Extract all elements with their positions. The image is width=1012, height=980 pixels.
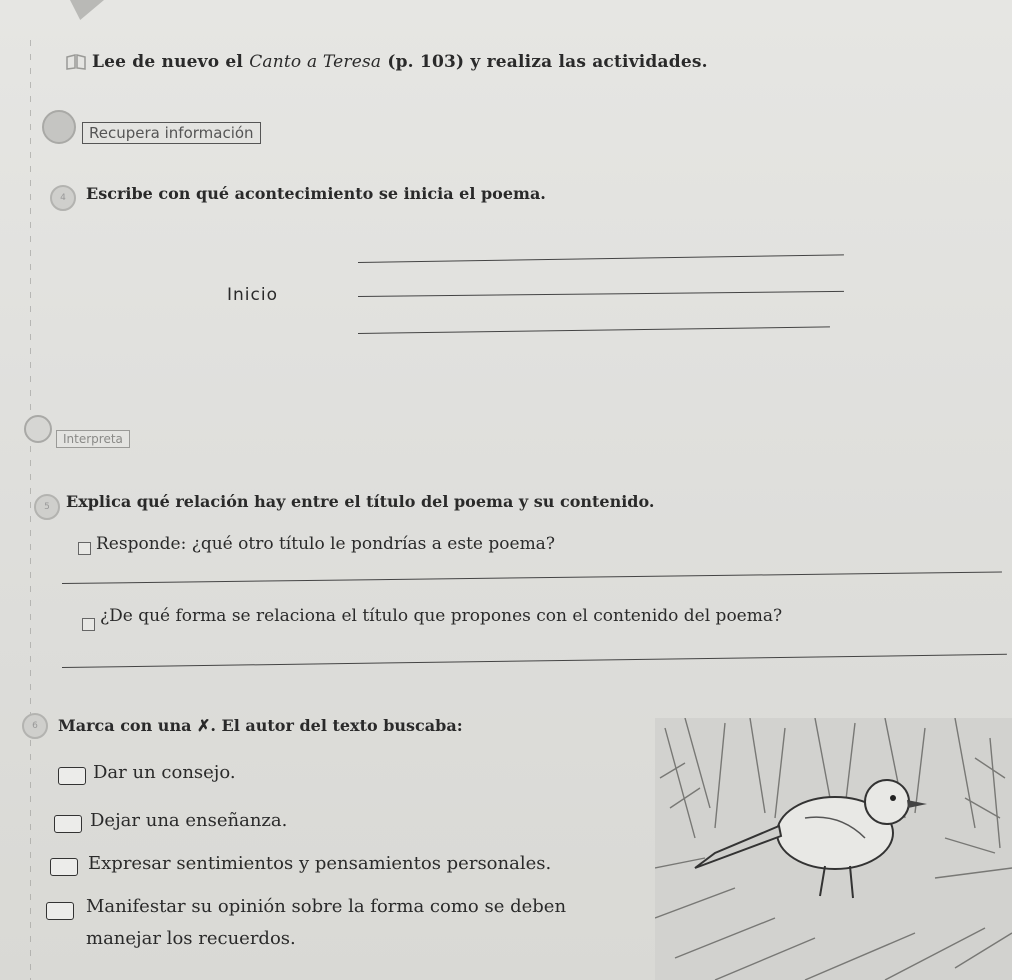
answer-line-inicio-3[interactable] — [358, 326, 830, 334]
section-label-recupera: Recupera información — [82, 122, 261, 144]
answer-line-sub1[interactable] — [62, 572, 1002, 584]
bird-illustration — [655, 718, 1012, 980]
answer-line-inicio-2[interactable] — [358, 291, 844, 297]
question-4-text: Escribe con qué acontecimiento se inicia el poema. — [86, 184, 546, 203]
question-number-5: 5 — [34, 494, 60, 520]
book-icon — [66, 54, 86, 70]
question-number-6: 6 — [22, 713, 48, 739]
section-icon-recupera — [42, 110, 76, 144]
option-checkbox-2[interactable] — [54, 815, 82, 833]
option-3-text: Expresar sentimientos y pensamientos personales. — [88, 853, 552, 874]
subquestion-1-text: Responde: ¿qué otro título le pondrías a este poema? — [96, 534, 555, 554]
question-5-text: Explica qué relación hay entre el título del poema y su contenido. — [66, 492, 655, 511]
option-4-text-continued: manejar los recuerdos. — [86, 928, 296, 949]
option-4-text: Manifestar su opinión sobre la forma como se deben — [86, 896, 567, 917]
question-6-text: Marca con una ✗. El autor del texto buscaba: — [58, 716, 463, 735]
answer-line-inicio-1[interactable] — [358, 254, 844, 263]
option-checkbox-4[interactable] — [46, 902, 74, 920]
option-1-text: Dar un consejo. — [93, 762, 236, 783]
question-number-4: 4 — [50, 185, 76, 211]
option-checkbox-3[interactable] — [50, 858, 78, 876]
section-label-interpreta: Interpreta — [56, 430, 130, 448]
subquestion-checkbox-1[interactable] — [78, 542, 91, 555]
subquestion-checkbox-2[interactable] — [82, 618, 95, 631]
inicio-label: Inicio — [227, 285, 278, 305]
subquestion-2-text: ¿De qué forma se relaciona el título que propones con el contenido del poema? — [100, 606, 783, 626]
answer-line-sub2[interactable] — [62, 654, 1007, 668]
page-margin — [30, 40, 31, 980]
intro-instruction: Lee de nuevo el Canto a Teresa (p. 103) y realiza las actividades. — [92, 52, 708, 72]
option-checkbox-1[interactable] — [58, 767, 86, 785]
option-2-text: Dejar una enseñanza. — [90, 810, 288, 831]
section-icon-interpreta — [24, 415, 52, 443]
page-corner — [70, 0, 104, 20]
